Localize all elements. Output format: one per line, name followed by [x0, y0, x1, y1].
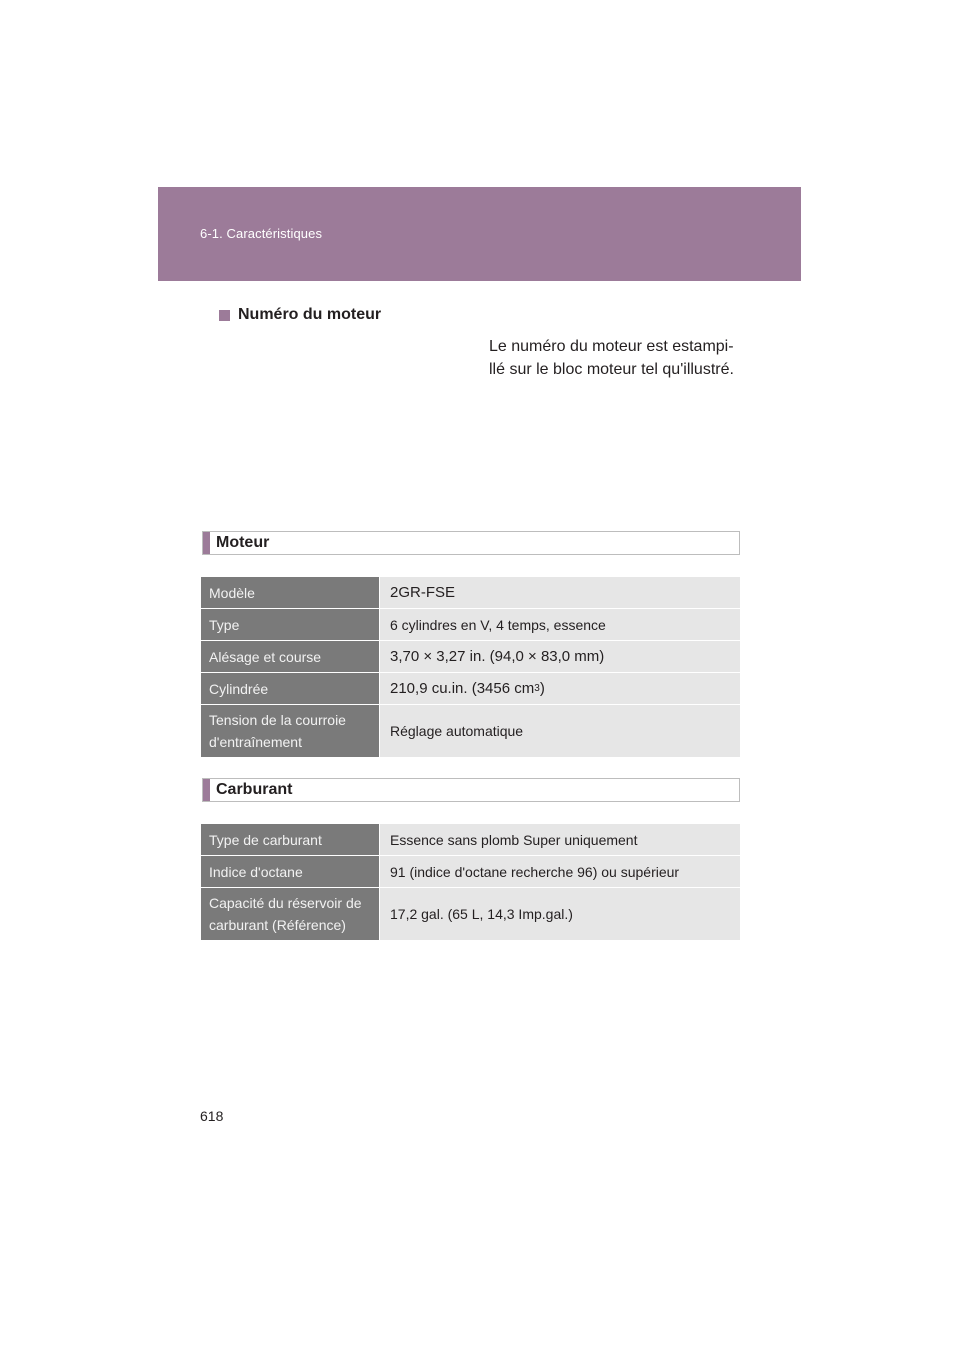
- page-number: 618: [200, 1108, 224, 1124]
- moteur-spec-table: [201, 577, 740, 758]
- section-accent-bar: [203, 532, 210, 554]
- square-bullet-icon: [219, 310, 230, 321]
- carburant-spec-table: [201, 824, 740, 941]
- spec-value: 3,70 × 3,27 in. (94,0 × 83,0 mm): [380, 641, 740, 672]
- section-title-moteur: [202, 531, 740, 555]
- spec-label: Cylindrée: [201, 673, 380, 704]
- table-row: [201, 824, 740, 856]
- engine-number-heading: [219, 306, 381, 324]
- section-title-label: Moteur: [216, 534, 270, 551]
- table-row: [201, 705, 740, 758]
- table-row: [201, 673, 740, 705]
- table-row: [201, 609, 740, 641]
- engine-number-description: [489, 335, 749, 381]
- spec-value-displacement: [380, 673, 740, 704]
- spec-value: Essence sans plomb Super uniquement: [380, 824, 740, 855]
- spec-value: 91 (indice d'octane recherche 96) ou supérieur: [380, 856, 740, 887]
- spec-label: Type: [201, 609, 380, 640]
- section-accent-bar: [203, 779, 210, 801]
- spec-label: Indice d'octane: [201, 856, 380, 887]
- section-title-label: Carburant: [216, 781, 293, 798]
- table-row: [201, 577, 740, 609]
- chapter-header-band: [158, 187, 801, 281]
- engine-number-title: Numéro du moteur: [238, 306, 382, 323]
- displacement-value: 210,9 cu.in. (3456 cm: [390, 680, 535, 697]
- spec-label: Alésage et course: [201, 641, 380, 672]
- spec-value: 6 cylindres en V, 4 temps, essence: [380, 609, 740, 640]
- chapter-title: 6-1. Caractéristiques: [200, 226, 323, 241]
- spec-value: 2GR-FSE: [380, 577, 740, 608]
- section-title-carburant: [202, 778, 740, 802]
- description-line: llé sur le bloc moteur tel qu'illustré.: [489, 361, 734, 378]
- displacement-suffix: ): [539, 680, 545, 697]
- spec-label: Modèle: [201, 577, 380, 608]
- spec-value: 17,2 gal. (65 L, 14,3 Imp.gal.): [380, 888, 740, 940]
- spec-label: Type de carburant: [201, 824, 380, 855]
- spec-label: Tension de la courroie d'entraînement: [201, 705, 380, 757]
- spec-value: Réglage automatique: [380, 705, 740, 757]
- table-row: [201, 641, 740, 673]
- displacement-superscript: 3: [534, 683, 540, 694]
- table-row: [201, 856, 740, 888]
- description-line: Le numéro du moteur est estampi-: [489, 338, 734, 355]
- table-row: [201, 888, 740, 941]
- spec-label: Capacité du réservoir de carburant (Référence): [201, 888, 380, 940]
